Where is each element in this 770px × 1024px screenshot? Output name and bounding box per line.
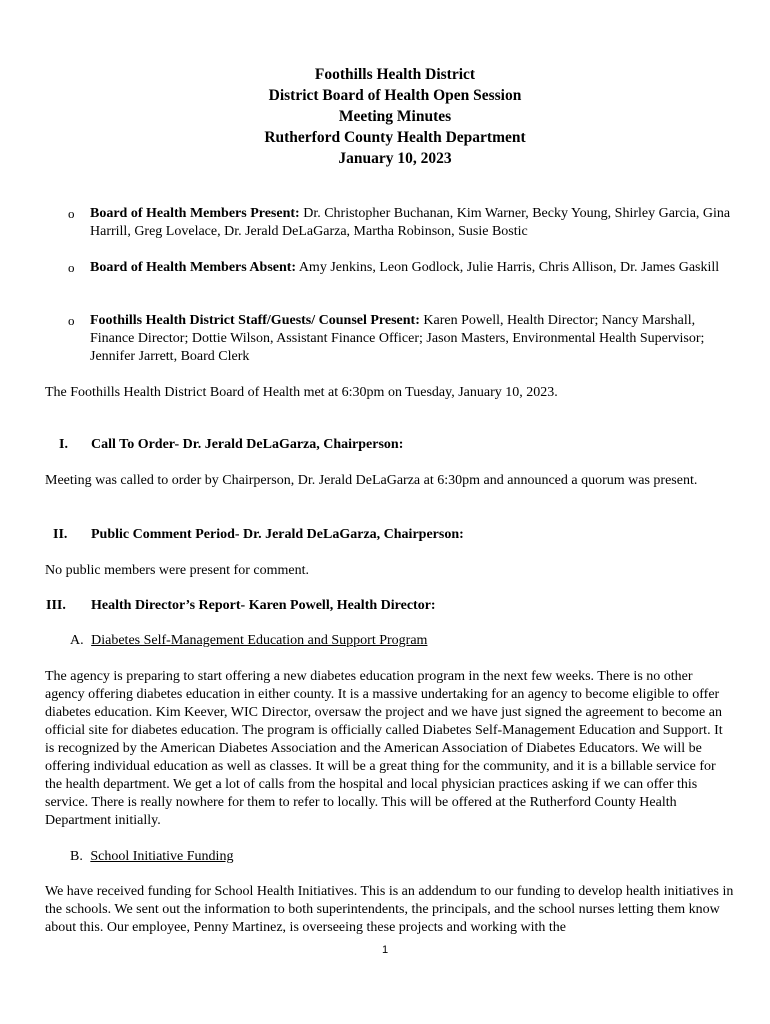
- title-line-session: District Board of Health Open Session: [268, 87, 522, 104]
- title-line-minutes: Meeting Minutes: [338, 108, 452, 125]
- title-line-district: Foothills Health District: [314, 66, 476, 83]
- title-line-location: Rutherford County Health Department: [264, 129, 526, 146]
- attendance-absent: [68, 259, 733, 277]
- subsection-b-body: We have received funding for School Health Initiatives. This is an addendum to our funding to develop health initiatives in the schools. We sent out the information to both superintendents, the principals, and the school nurses letting them know about this. Our employee, Penny Martinez, is overseeing these projects and working with the: [45, 884, 734, 935]
- intro-paragraph: The Foothills Health District Board of Health met at 6:30pm on Tuesday, January 10, 2023.: [45, 385, 558, 400]
- attendance-present: [68, 205, 733, 241]
- bullet-marker: o: [68, 206, 75, 221]
- subsection-b-heading: [70, 848, 233, 866]
- section-number: I.: [59, 437, 68, 452]
- attendance-label: Foothills Health District Staff/Guests/ Counsel Present:: [90, 313, 420, 328]
- section-title: Call To Order- Dr. Jerald DeLaGarza, Chairperson:: [91, 437, 404, 452]
- section-title: Public Comment Period- Dr. Jerald DeLaGarza, Chairperson:: [91, 527, 464, 542]
- attendance-names: Amy Jenkins, Leon Godlock, Julie Harris, Chris Allison, Dr. James Gaskill: [296, 260, 720, 275]
- subsection-title: Diabetes Self-Management Education and Support Program: [91, 633, 428, 648]
- attendance-staff: [68, 312, 733, 366]
- page-number: 1: [381, 944, 389, 956]
- title-line-date: January 10, 2023: [338, 150, 452, 167]
- section-number: III.: [46, 598, 66, 613]
- attendance-label: Board of Health Members Absent:: [90, 260, 297, 275]
- subsection-title: School Initiative Funding: [90, 849, 234, 864]
- attendance-label: Board of Health Members Present:: [90, 206, 300, 221]
- section-title: Health Director’s Report- Karen Powell, Health Director:: [91, 598, 436, 613]
- subsection-a-heading: [70, 632, 427, 650]
- subsection-a-body: The agency is preparing to start offering a new diabetes education program in the next few weeks. There is no other agency offering diabetes education in either county. It is a massive undertaking for an agency to become eligible to offer diabetes education. Kim Keever, WIC Director, oversaw the project and we have just signed the agreement to become an official site for diabetes education. The program is officially called Diabetes Self-Management Education and Support. It is recognized by the American Diabetes Association and the American Association of Diabetes Educators. We will be offering individual education as well as classes. It will be a great thing for the community, and it is a billable service for the health department. We get a lot of calls from the hospital and local physician practices asking if we can offer this service. There is really nowhere for them to refer to locally. This will be offered at the Rutherford County Health Department initially.: [45, 669, 723, 828]
- bullet-marker: o: [68, 313, 75, 328]
- section-2-body: No public members were present for comment.: [45, 563, 309, 578]
- section-number: II.: [53, 527, 68, 542]
- attendance-names: Karen Powell, Health Director; Nancy Marshall, Finance Director; Dottie Wilson, Assistant Finance Officer; Jason Masters, Environmental Health Supervisor; Jennifer Jarrett, Board Clerk: [90, 313, 705, 364]
- attendance-names: Dr. Christopher Buchanan, Kim Warner, Becky Young, Shirley Garcia, Gina Harrill, Greg Lovelace, Dr. Jerald DeLaGarza, Martha Robinson, Susie Bostic: [90, 206, 731, 239]
- document-title-block: [0, 64, 770, 169]
- bullet-marker: o: [68, 260, 75, 275]
- section-1-body: Meeting was called to order by Chairperson, Dr. Jerald DeLaGarza at 6:30pm and announced a quorum was present.: [45, 473, 698, 488]
- subsection-letter: B.: [70, 849, 83, 864]
- subsection-letter: A.: [70, 633, 84, 648]
